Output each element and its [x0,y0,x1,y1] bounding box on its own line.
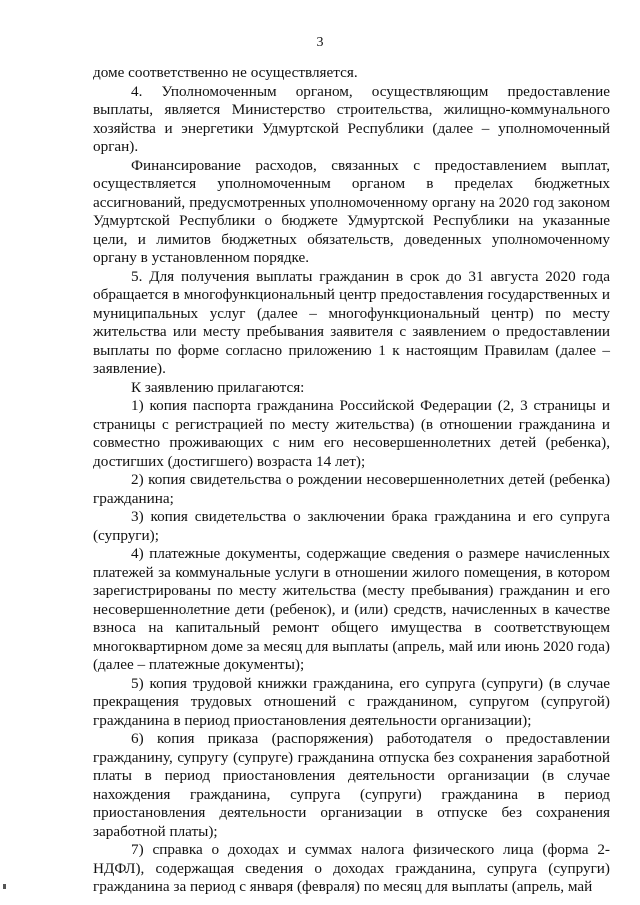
paragraph: 4) платежные документы, содержащие сведения о размере начисленных платежей за коммунальные услуги в отношении жилого помещения, в котором зарегистрированы по месту жительства (месту пребывания) гражданин и его несовершеннолетние дети (ребенок), и (или) средств, начисленных в качестве взноса на капитальный ремонт общего имущества в соответствующем многоквартирном доме за месяц для выплаты (апрель, май или июнь 2020 года) (далее – платежные документы); [93,545,610,673]
paragraph: К заявлению прилагаются: [131,378,305,396]
paragraph: 1) копия паспорта гражданина Российской Федерации (2, 3 страницы и страницы с регистрацией по месту жительства) (в отношении гражданина и совместно проживающих с ним его несовершеннолетних детей (ребенка), достигших (достигшего) возраста 14 лет); [93,397,610,470]
paragraph: 5) копия трудовой книжки гражданина, его супруга (супруги) (в случае прекращения трудовых отношений с гражданином, супругом (супругой) гражданина в период приостановления деятельности организации); [93,674,610,729]
paragraph: 4. Уполномоченным органом, осуществляющим предоставление выплаты, является Министерство строительства, жилищно-коммунального хозяйства и энергетики Удмуртской Республики (далее – уполномоченный орган). [93,82,610,155]
page-number: 3 [316,35,324,50]
paragraph: 5. Для получения выплаты гражданин в срок до 31 августа 2020 года обращается в многофункциональный центр предоставления государственных и муниципальных услуг (далее – многофункциональный центр) по месту жительства или месту пребывания заявителя с заявлением о предоставлении выплаты по форме согласно приложению 1 к настоящим Правилам (далее – заявление). [93,267,610,377]
paragraph: доме соответственно не осуществляется. [93,64,358,81]
scan-artifact [3,884,6,889]
paragraph: 6) копия приказа (распоряжения) работодателя о предоставлении гражданину, супругу (супруге) гражданина отпуска без сохранения заработной платы в период приостановления деятельности организации (в случае нахождения гражданина, супруга (супруги) гражданина в период приостановления деятельности организации в отпуске без сохранения заработной платы); [93,730,610,840]
paragraph: Финансирование расходов, связанных с предоставлением выплат, осуществляется уполномоченным органом в пределах бюджетных ассигнований, предусмотренных уполномоченному органу на 2020 год законом Удмуртской Республики о бюджете Удмуртской Республики на указанные цели, и лимитов бюджетных обязательств, доведенных уполномоченному органу в установленном порядке. [93,156,610,266]
paragraph: 2) копия свидетельства о рождении несовершеннолетних детей (ребенка) гражданина; [93,471,610,507]
paragraph: 7) справка о доходах и суммах налога физического лица (форма 2-НДФЛ), содержащая сведения о доходах гражданина, супруга (супруги) гражданина за период с января (февраля) по месяц для выплаты (апрель, май [93,841,610,895]
document-body [93,64,610,897]
paragraph: 3) копия свидетельства о заключении брака гражданина и его супруга (супруги); [93,508,610,544]
